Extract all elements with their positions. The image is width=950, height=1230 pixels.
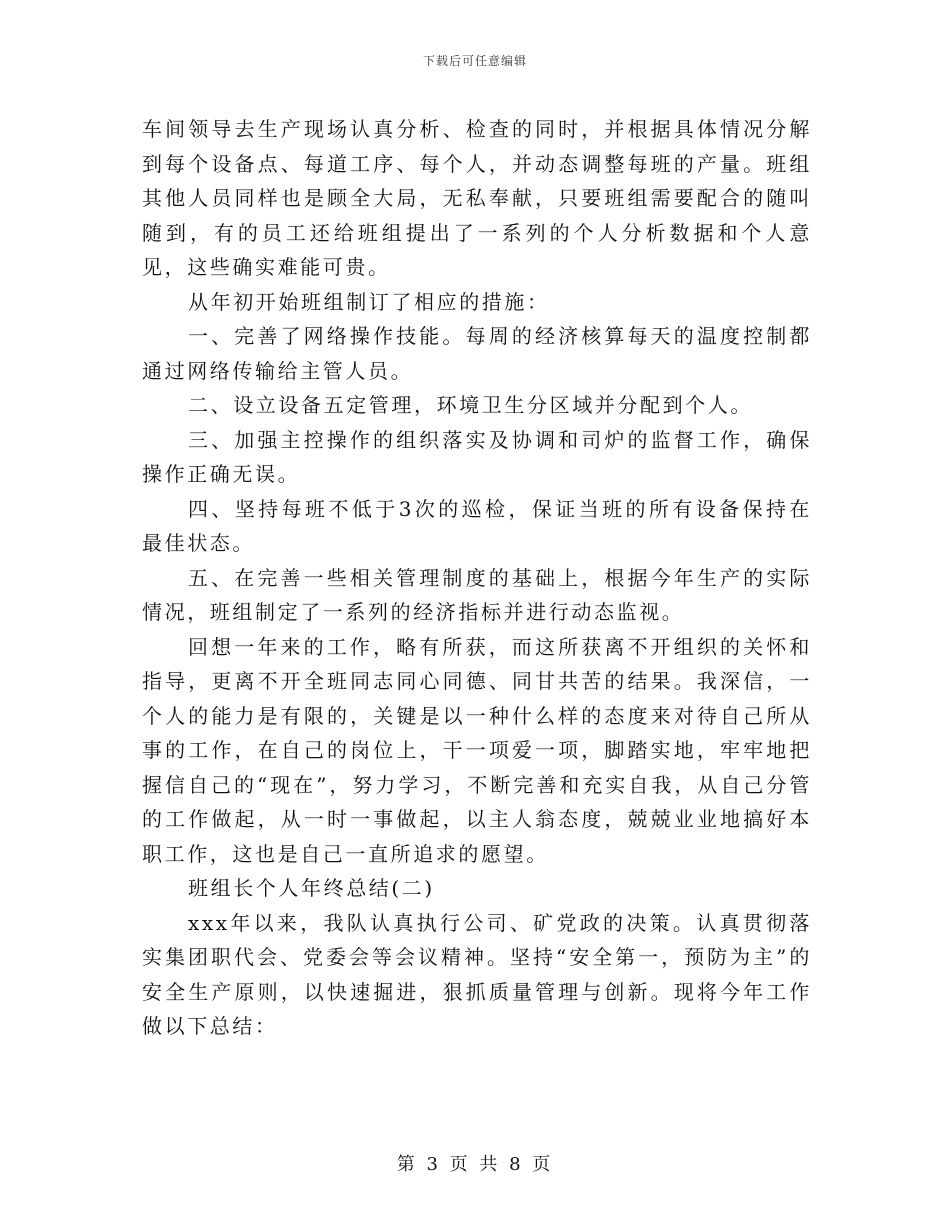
paragraph-4: 二、设立设备五定管理，环境卫生分区域并分配到个人。 (188, 393, 753, 417)
paragraph-7: 五、在完善一些相关管理制度的基础上，根据今年生产的实际情况，班组制定了一系列的经济指标并进行动态监视。 (142, 565, 812, 624)
document-body (142, 112, 812, 1044)
page-number-footer: 第 3 页 共 8 页 (396, 1154, 554, 1175)
paragraph-8: 回想一年来的工作，略有所获，而这所获离不开组织的关怀和指导，更离不开全班同志同心同德、同甘共苦的结果。我深信，一个人的能力是有限的，关键是以一种什么样的态度来对待自己所从事的工作，在自己的岗位上，干一项爱一项，脚踏实地，牢牢地把握信自己的“现在”，努力学习，不断完善和充实自我，从自己分管的工作做起，从一时一事做起，以主人翁态度，兢兢业业地搞好本职工作，这也是自己一直所追求的愿望。 (142, 634, 812, 866)
page-header: 下载后可任意编辑 (422, 54, 527, 68)
paragraph-5: 三、加强主控操作的组织落实及协调和司炉的监督工作，确保操作正确无误。 (142, 427, 812, 486)
paragraph-2: 从年初开始班组制订了相应的措施： (188, 289, 550, 314)
paragraph-10: xxx年以来，我队认真执行公司、矿党政的决策。认真贯彻落实集团职代会、党委会等会议精神。坚持“安全第一，预防为主”的安全生产原则，以快速掘进，狠抓质量管理与创新。现将今年工作做以下总结： (142, 910, 812, 1038)
paragraph-6: 四、坚持每班不低于3次的巡检，保证当班的所有设备保持在最佳状态。 (142, 496, 812, 555)
paragraph-3: 一、完善了网络操作技能。每周的经济核算每天的温度控制都通过网络传输给主管人员。 (142, 324, 812, 383)
section-heading: 班组长个人年终总结(二) (188, 876, 435, 900)
paragraph-1: 车间领导去生产现场认真分析、检查的同时，并根据具体情况分解到每个设备点、每道工序、每个人，并动态调整每班的产量。班组其他人员同样也是顾全大局，无私奉献，只要班组需要配合的随叫随到，有的员工还给班组提出了一系列的个人分析数据和个人意见，这些确实难能可贵。 (142, 117, 812, 279)
